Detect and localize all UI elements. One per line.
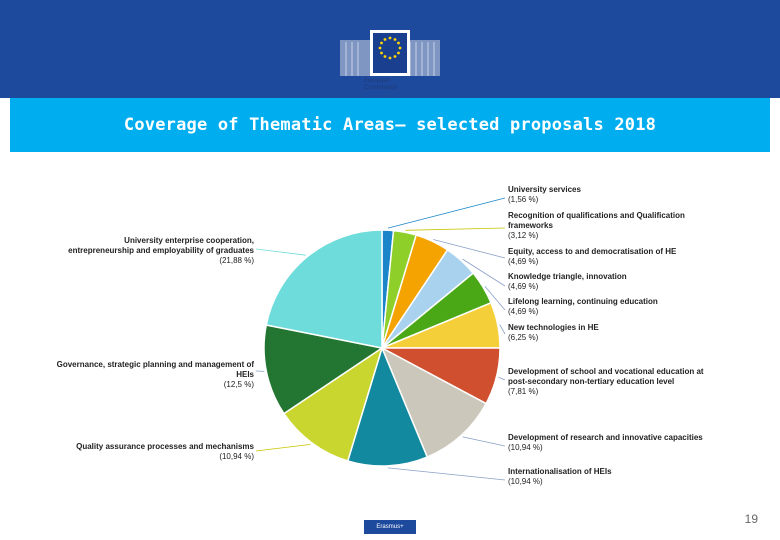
erasmus-logo-text: Erasmus+ <box>376 524 404 530</box>
slice-label-0: University services (1,56 %) <box>508 185 581 204</box>
slice-label-8: Internationalisation of HEIs (10,94 %) <box>508 467 612 486</box>
leader-line-7 <box>463 437 505 446</box>
org-line-1: European <box>364 78 391 84</box>
slice-value-3: (4,69 %) <box>508 282 539 291</box>
org-line-2: Commission <box>364 85 398 91</box>
slice-value-10: (12,5 %) <box>223 380 254 389</box>
slice-value-6: (7,81 %) <box>508 387 539 396</box>
slice-label-9: Quality assurance processes and mechanisms (10,94 %) <box>76 442 254 461</box>
slice-label-5: New technologies in HE (6,25 %) <box>508 323 599 342</box>
slice-value-4: (4,69 %) <box>508 307 539 316</box>
page-number: 19 <box>744 512 758 526</box>
page-title: Coverage of Thematic Areas– selected proposals 2018 <box>123 115 657 135</box>
slice-label-10: Governance, strategic planning and management of HEIs (12,5 %) <box>56 360 254 389</box>
slice-value-0: (1,56 %) <box>508 195 539 204</box>
leader-line-9 <box>256 444 311 451</box>
slice-value-5: (6,25 %) <box>508 333 539 342</box>
slice-value-1: (3,12 %) <box>508 231 539 240</box>
slice-label-3: Knowledge triangle, innovation (4,69 %) <box>508 272 627 291</box>
leader-line-1 <box>405 228 505 230</box>
leader-line-11 <box>256 249 306 255</box>
slice-label-6: Development of school and vocational education at post-secondary non-tertiary education level (7,81 %) <box>508 367 704 396</box>
leader-line-5 <box>500 325 505 334</box>
erasmus-logo <box>364 520 416 534</box>
leader-line-6 <box>498 377 505 380</box>
slice-value-2: (4,69 %) <box>508 257 539 266</box>
slice-label-2: Equity, access to and democratisation of HE (4,69 %) <box>508 247 677 266</box>
leader-line-0 <box>388 198 505 228</box>
slice-label-1: Recognition of qualifications and Qualification frameworks (3,12 %) <box>508 211 685 240</box>
slice-label-4: Lifelong learning, continuing education (4,69 %) <box>508 297 658 316</box>
leader-line-8 <box>388 468 505 480</box>
slice-value-11: (21,88 %) <box>219 256 254 265</box>
pie-slices <box>264 230 500 466</box>
slice-label-7: Development of research and innovative capacities (10,94 %) <box>508 433 703 452</box>
slice-value-8: (10,94 %) <box>508 477 543 486</box>
slice-value-9: (10,94 %) <box>219 452 254 461</box>
slice-label-11: University enterprise cooperation, entrepreneurship and employability of graduates (21,88 %) <box>68 236 254 265</box>
slice-value-7: (10,94 %) <box>508 443 543 452</box>
